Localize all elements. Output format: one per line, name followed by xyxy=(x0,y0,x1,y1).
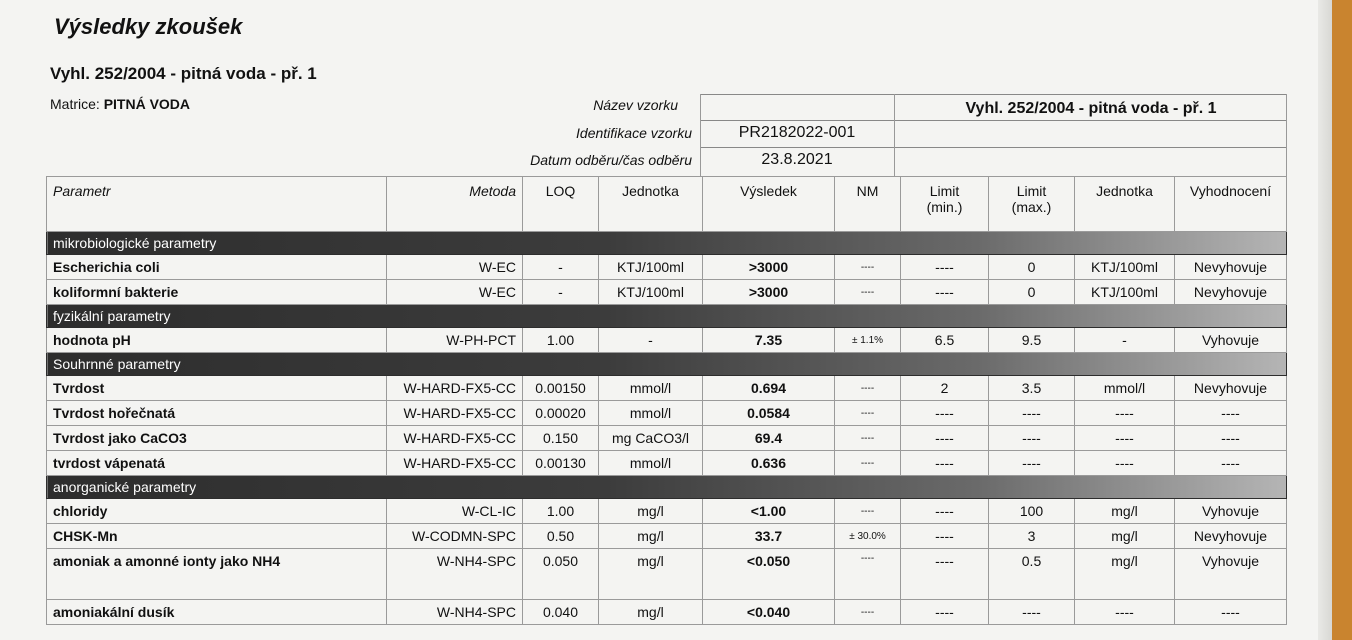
cell-limit-min: 6.5 xyxy=(901,328,989,353)
cell-nm: ---- xyxy=(835,280,901,305)
cell-metoda: W-HARD-FX5-CC xyxy=(387,451,523,476)
cell-nm: ---- xyxy=(835,600,901,625)
table-row xyxy=(47,426,1287,451)
cell-param: chloridy xyxy=(47,499,387,524)
cell-loq: 0.00130 xyxy=(523,451,599,476)
results-table xyxy=(46,176,1287,625)
header-limit-min: Limit (min.) xyxy=(901,177,989,232)
info-rule xyxy=(700,147,1286,148)
cell-nm: ---- xyxy=(835,401,901,426)
cell-param: Tvrdost hořečnatá xyxy=(47,401,387,426)
page-edge xyxy=(1318,0,1332,640)
cell-limit-max: 0.5 xyxy=(989,549,1075,600)
cell-param: Escherichia coli xyxy=(47,255,387,280)
section-title: fyzikální parametry xyxy=(47,305,1287,328)
sample-date-label: Datum odběru/čas odběru xyxy=(530,152,692,168)
cell-limit-max: ---- xyxy=(989,451,1075,476)
cell-unit: mmol/l xyxy=(599,401,703,426)
cell-loq: 0.050 xyxy=(523,549,599,600)
table-row xyxy=(47,280,1287,305)
header-loq: LOQ xyxy=(523,177,599,232)
cell-limit-max: 3.5 xyxy=(989,376,1075,401)
cell-evaluation: Nevyhovuje xyxy=(1175,524,1287,549)
cell-loq: 0.00020 xyxy=(523,401,599,426)
cell-limit-min: 2 xyxy=(901,376,989,401)
cell-limit-unit: mg/l xyxy=(1075,499,1175,524)
header-limit-max: Limit (max.) xyxy=(989,177,1075,232)
section-header xyxy=(47,305,1287,328)
cell-limit-max: ---- xyxy=(989,426,1075,451)
cell-limit-min: ---- xyxy=(901,401,989,426)
cell-unit: mg CaCO3/l xyxy=(599,426,703,451)
cell-loq: 0.00150 xyxy=(523,376,599,401)
matrix-label: Matrice: xyxy=(50,96,100,112)
cell-limit-min: ---- xyxy=(901,549,989,600)
cell-metoda: W-CL-IC xyxy=(387,499,523,524)
sample-id-label: Identifikace vzorku xyxy=(576,125,692,141)
matrix-line xyxy=(50,96,190,112)
cell-metoda: W-CODMN-SPC xyxy=(387,524,523,549)
section-header xyxy=(47,232,1287,255)
sample-id-value: PR2182022-001 xyxy=(738,124,856,141)
sample-date-value: 23.8.2021 xyxy=(761,151,833,168)
cell-evaluation: Vyhovuje xyxy=(1175,499,1287,524)
cell-metoda: W-EC xyxy=(387,280,523,305)
cell-limit-unit: mg/l xyxy=(1075,549,1175,600)
cell-loq: 1.00 xyxy=(523,328,599,353)
cell-unit: KTJ/100ml xyxy=(599,255,703,280)
cell-nm: ---- xyxy=(835,255,901,280)
cell-param: koliformní bakterie xyxy=(47,280,387,305)
cell-result: >3000 xyxy=(703,280,835,305)
cell-unit: mg/l xyxy=(599,499,703,524)
cell-nm: ---- xyxy=(835,426,901,451)
header-vysledek: Výsledek xyxy=(703,177,835,232)
cell-limit-min: ---- xyxy=(901,426,989,451)
header-metoda: Metoda xyxy=(387,177,523,232)
sample-name-label: Název vzorku xyxy=(593,97,678,113)
cell-metoda: W-PH-PCT xyxy=(387,328,523,353)
cell-limit-max: 3 xyxy=(989,524,1075,549)
cell-result: 0.636 xyxy=(703,451,835,476)
header-jednotka: Jednotka xyxy=(599,177,703,232)
cell-limit-max: ---- xyxy=(989,401,1075,426)
info-rule xyxy=(700,94,701,176)
cell-param: tvrdost vápenatá xyxy=(47,451,387,476)
cell-limit-unit: mg/l xyxy=(1075,524,1175,549)
cell-limit-min: ---- xyxy=(901,524,989,549)
cell-limit-unit: mmol/l xyxy=(1075,376,1175,401)
cell-unit: mmol/l xyxy=(599,451,703,476)
header-jednotka-limit: Jednotka xyxy=(1075,177,1175,232)
cell-param: CHSK-Mn xyxy=(47,524,387,549)
cell-metoda: W-EC xyxy=(387,255,523,280)
cell-limit-max: 9.5 xyxy=(989,328,1075,353)
cell-nm: ---- xyxy=(835,376,901,401)
info-rule xyxy=(1286,94,1287,176)
cell-param: amoniakální dusík xyxy=(47,600,387,625)
info-rule xyxy=(700,120,1286,121)
cell-result: >3000 xyxy=(703,255,835,280)
header-nm: NM xyxy=(835,177,901,232)
cell-evaluation: ---- xyxy=(1175,600,1287,625)
cell-result: 0.0584 xyxy=(703,401,835,426)
cell-limit-min: ---- xyxy=(901,451,989,476)
cell-loq: 1.00 xyxy=(523,499,599,524)
table-header-row xyxy=(47,177,1287,232)
cell-result: 0.694 xyxy=(703,376,835,401)
cell-metoda: W-NH4-SPC xyxy=(387,549,523,600)
cell-loq: 0.150 xyxy=(523,426,599,451)
cell-evaluation: ---- xyxy=(1175,426,1287,451)
cell-metoda: W-HARD-FX5-CC xyxy=(387,426,523,451)
cell-limit-unit: ---- xyxy=(1075,451,1175,476)
header-vyhodnoceni: Vyhodnocení xyxy=(1175,177,1287,232)
table-row xyxy=(47,549,1287,600)
cell-unit: KTJ/100ml xyxy=(599,280,703,305)
section-title: Souhrnné parametry xyxy=(47,353,1287,376)
cell-result: 33.7 xyxy=(703,524,835,549)
cell-result: 7.35 xyxy=(703,328,835,353)
cell-metoda: W-HARD-FX5-CC xyxy=(387,376,523,401)
cell-limit-min: ---- xyxy=(901,499,989,524)
cell-limit-unit: ---- xyxy=(1075,600,1175,625)
cell-evaluation: Nevyhovuje xyxy=(1175,376,1287,401)
table-row xyxy=(47,499,1287,524)
cell-limit-max: 0 xyxy=(989,280,1075,305)
cell-limit-min: ---- xyxy=(901,280,989,305)
cell-result: 69.4 xyxy=(703,426,835,451)
cell-loq: 0.50 xyxy=(523,524,599,549)
cell-limit-unit: KTJ/100ml xyxy=(1075,280,1175,305)
document-title: Výsledky zkoušek xyxy=(54,14,243,39)
cell-limit-unit: - xyxy=(1075,328,1175,353)
cell-param: Tvrdost xyxy=(47,376,387,401)
section-title: anorganické parametry xyxy=(47,476,1287,499)
cell-limit-min: ---- xyxy=(901,600,989,625)
info-rule xyxy=(894,94,895,176)
cell-param: amoniak a amonné ionty jako NH4 xyxy=(47,549,387,600)
cell-unit: mg/l xyxy=(599,600,703,625)
table-row xyxy=(47,255,1287,280)
section-header xyxy=(47,476,1287,499)
cell-nm: ---- xyxy=(835,499,901,524)
cell-limit-max: 0 xyxy=(989,255,1075,280)
cell-unit: mg/l xyxy=(599,549,703,600)
header-parametr: Parametr xyxy=(47,177,387,232)
section-header xyxy=(47,353,1287,376)
cell-loq: 0.040 xyxy=(523,600,599,625)
table-row xyxy=(47,328,1287,353)
cell-evaluation: ---- xyxy=(1175,401,1287,426)
cell-loq: - xyxy=(523,255,599,280)
document-subtitle: Vyhl. 252/2004 - pitná voda - př. 1 xyxy=(50,64,317,83)
cell-param: Tvrdost jako CaCO3 xyxy=(47,426,387,451)
table-row xyxy=(47,451,1287,476)
cell-unit: mmol/l xyxy=(599,376,703,401)
cell-nm: ---- xyxy=(835,549,901,600)
cell-evaluation: Vyhovuje xyxy=(1175,549,1287,600)
matrix-value: PITNÁ VODA xyxy=(103,96,191,112)
cell-nm: ---- xyxy=(835,451,901,476)
table-row xyxy=(47,524,1287,549)
cell-metoda: W-NH4-SPC xyxy=(387,600,523,625)
cell-limit-unit: ---- xyxy=(1075,401,1175,426)
cell-result: <1.00 xyxy=(703,499,835,524)
cell-limit-max: 100 xyxy=(989,499,1075,524)
cell-result: <0.040 xyxy=(703,600,835,625)
info-rule xyxy=(700,94,1286,95)
table-row xyxy=(47,600,1287,625)
cell-evaluation: Vyhovuje xyxy=(1175,328,1287,353)
table-row xyxy=(47,401,1287,426)
cell-limit-max: ---- xyxy=(989,600,1075,625)
cell-metoda: W-HARD-FX5-CC xyxy=(387,401,523,426)
cell-evaluation: Nevyhovuje xyxy=(1175,280,1287,305)
cell-result: <0.050 xyxy=(703,549,835,600)
table-row xyxy=(47,376,1287,401)
cell-loq: - xyxy=(523,280,599,305)
cell-nm: ± 1.1% xyxy=(835,328,901,353)
cell-limit-unit: KTJ/100ml xyxy=(1075,255,1175,280)
cell-param: hodnota pH xyxy=(47,328,387,353)
cell-unit: mg/l xyxy=(599,524,703,549)
cell-limit-min: ---- xyxy=(901,255,989,280)
cell-limit-unit: ---- xyxy=(1075,426,1175,451)
section-title: mikrobiologické parametry xyxy=(47,232,1287,255)
cell-nm: ± 30.0% xyxy=(835,524,901,549)
cell-evaluation: ---- xyxy=(1175,451,1287,476)
cell-unit: - xyxy=(599,328,703,353)
sample-name-value: Vyhl. 252/2004 - pitná voda - př. 1 xyxy=(965,100,1217,117)
cell-evaluation: Nevyhovuje xyxy=(1175,255,1287,280)
